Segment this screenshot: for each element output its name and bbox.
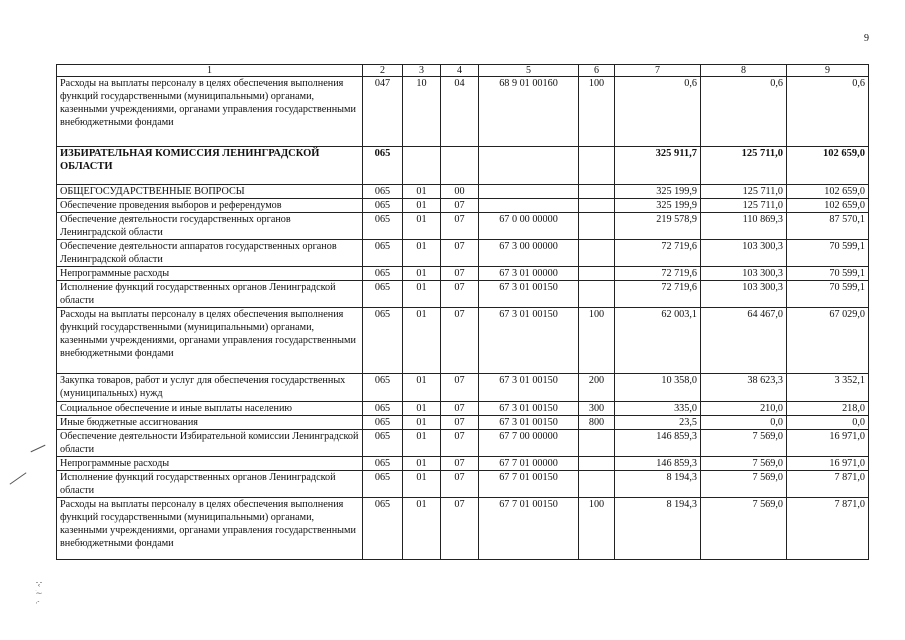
row-name-cell: ИЗБИРАТЕЛЬНАЯ КОМИССИЯ ЛЕНИНГРАДСКОЙ ОБЛАСТИ <box>57 147 363 185</box>
header-cell: 7 <box>615 65 701 77</box>
margin-annotation-marks: ˆ‹ˆ ׄ⁓ ‚‑ <box>36 583 42 605</box>
row-name-cell: Исполнение функций государственных органов Ленинградской области <box>57 281 363 308</box>
row-name-cell: Обеспечение деятельности государственных органов Ленинградской области <box>57 213 363 240</box>
amount-year-1-cell: 335,0 <box>615 402 701 416</box>
section-code-cell: 01 <box>403 402 441 416</box>
expense-type-code-cell: 200 <box>579 374 615 402</box>
header-row <box>57 65 869 77</box>
admin-code-cell: 065 <box>363 281 403 308</box>
subsection-code-cell: 07 <box>441 457 479 471</box>
margin-scratch-mark <box>10 472 27 484</box>
amount-year-2-cell: 103 300,3 <box>701 240 787 267</box>
row-name-cell: Иные бюджетные ассигнования <box>57 416 363 430</box>
target-article-code-cell: 67 3 01 00150 <box>479 281 579 308</box>
row-name-cell: Исполнение функций государственных органов Ленинградской области <box>57 471 363 498</box>
subsection-code-cell: 07 <box>441 281 479 308</box>
amount-year-2-cell: 103 300,3 <box>701 281 787 308</box>
row-name-cell: Социальное обеспечение и иные выплаты населению <box>57 402 363 416</box>
amount-year-1-cell: 8 194,3 <box>615 498 701 560</box>
subsection-code-cell <box>441 147 479 185</box>
expense-type-code-cell: 100 <box>579 498 615 560</box>
subsection-code-cell: 07 <box>441 416 479 430</box>
amount-year-3-cell: 218,0 <box>787 402 869 416</box>
table-row <box>57 185 869 199</box>
header-cell: 6 <box>579 65 615 77</box>
section-code-cell: 01 <box>403 416 441 430</box>
table-row <box>57 199 869 213</box>
header-cell: 3 <box>403 65 441 77</box>
amount-year-3-cell: 70 599,1 <box>787 267 869 281</box>
target-article-code-cell <box>479 185 579 199</box>
target-article-code-cell: 67 3 01 00150 <box>479 402 579 416</box>
section-code-cell: 01 <box>403 430 441 457</box>
table-row <box>57 416 869 430</box>
admin-code-cell: 065 <box>363 430 403 457</box>
expense-type-code-cell: 800 <box>579 416 615 430</box>
admin-code-cell: 065 <box>363 471 403 498</box>
admin-code-cell: 065 <box>363 213 403 240</box>
target-article-code-cell: 67 7 01 00150 <box>479 471 579 498</box>
section-code-cell: 01 <box>403 498 441 560</box>
expense-type-code-cell <box>579 267 615 281</box>
expense-type-code-cell <box>579 471 615 498</box>
amount-year-1-cell: 0,6 <box>615 77 701 147</box>
amount-year-2-cell: 125 711,0 <box>701 185 787 199</box>
section-code-cell: 01 <box>403 185 441 199</box>
amount-year-3-cell: 70 599,1 <box>787 281 869 308</box>
subsection-code-cell: 07 <box>441 308 479 374</box>
target-article-code-cell: 67 3 01 00150 <box>479 374 579 402</box>
section-code-cell: 01 <box>403 281 441 308</box>
row-name-cell: Обеспечение деятельности Избирательной комиссии Ленинградской области <box>57 430 363 457</box>
section-code-cell <box>403 147 441 185</box>
expense-type-code-cell <box>579 240 615 267</box>
amount-year-1-cell: 325 199,9 <box>615 199 701 213</box>
subsection-code-cell: 07 <box>441 471 479 498</box>
target-article-code-cell: 67 7 01 00000 <box>479 457 579 471</box>
amount-year-3-cell: 16 971,0 <box>787 457 869 471</box>
amount-year-2-cell: 7 569,0 <box>701 471 787 498</box>
amount-year-3-cell: 7 871,0 <box>787 498 869 560</box>
amount-year-3-cell: 102 659,0 <box>787 147 869 185</box>
section-code-cell: 01 <box>403 457 441 471</box>
header-cell: 5 <box>479 65 579 77</box>
amount-year-1-cell: 146 859,3 <box>615 430 701 457</box>
amount-year-3-cell: 7 871,0 <box>787 471 869 498</box>
table-row <box>57 77 869 147</box>
margin-scratch-mark <box>31 445 46 453</box>
expense-type-code-cell <box>579 281 615 308</box>
amount-year-2-cell: 125 711,0 <box>701 199 787 213</box>
expense-type-code-cell <box>579 185 615 199</box>
amount-year-2-cell: 7 569,0 <box>701 457 787 471</box>
admin-code-cell: 065 <box>363 416 403 430</box>
amount-year-2-cell: 0,6 <box>701 77 787 147</box>
amount-year-1-cell: 72 719,6 <box>615 240 701 267</box>
admin-code-cell: 065 <box>363 374 403 402</box>
table-row <box>57 374 869 402</box>
section-code-cell: 01 <box>403 267 441 281</box>
expense-type-code-cell <box>579 457 615 471</box>
amount-year-1-cell: 62 003,1 <box>615 308 701 374</box>
admin-code-cell: 065 <box>363 308 403 374</box>
subsection-code-cell: 07 <box>441 498 479 560</box>
amount-year-1-cell: 8 194,3 <box>615 471 701 498</box>
target-article-code-cell: 67 7 01 00150 <box>479 498 579 560</box>
row-name-cell: Расходы на выплаты персоналу в целях обеспечения выполнения функций государственными (муниципальными) органами, казенными учреждениями, органами управления государственными внебюджетными фондами <box>57 77 363 147</box>
amount-year-1-cell: 23,5 <box>615 416 701 430</box>
expense-type-code-cell: 100 <box>579 308 615 374</box>
target-article-code-cell: 67 0 00 00000 <box>479 213 579 240</box>
amount-year-2-cell: 0,0 <box>701 416 787 430</box>
row-name-cell: Обеспечение проведения выборов и референдумов <box>57 199 363 213</box>
amount-year-1-cell: 10 358,0 <box>615 374 701 402</box>
subsection-code-cell: 07 <box>441 199 479 213</box>
amount-year-2-cell: 7 569,0 <box>701 498 787 560</box>
table-row <box>57 430 869 457</box>
target-article-code-cell: 67 3 00 00000 <box>479 240 579 267</box>
table-row <box>57 498 869 560</box>
amount-year-1-cell: 72 719,6 <box>615 267 701 281</box>
header-cell: 9 <box>787 65 869 77</box>
row-name-cell: Обеспечение деятельности аппаратов государственных органов Ленинградской области <box>57 240 363 267</box>
amount-year-2-cell: 210,0 <box>701 402 787 416</box>
amount-year-2-cell: 64 467,0 <box>701 308 787 374</box>
subsection-code-cell: 07 <box>441 430 479 457</box>
amount-year-1-cell: 325 911,7 <box>615 147 701 185</box>
admin-code-cell: 065 <box>363 402 403 416</box>
row-name-cell: Непрограммные расходы <box>57 457 363 471</box>
target-article-code-cell: 68 9 01 00160 <box>479 77 579 147</box>
section-code-cell: 01 <box>403 374 441 402</box>
amount-year-3-cell: 102 659,0 <box>787 199 869 213</box>
section-code-cell: 01 <box>403 471 441 498</box>
row-name-cell: Расходы на выплаты персоналу в целях обеспечения выполнения функций государственными (муниципальными) органами, казенными учреждениями, органами управления государственными внебюджетными фондами <box>57 308 363 374</box>
expense-type-code-cell <box>579 199 615 213</box>
subsection-code-cell: 07 <box>441 213 479 240</box>
subsection-code-cell: 00 <box>441 185 479 199</box>
subsection-code-cell: 07 <box>441 402 479 416</box>
budget-table <box>56 64 869 560</box>
subsection-code-cell: 07 <box>441 374 479 402</box>
table-row <box>57 267 869 281</box>
table-row <box>57 402 869 416</box>
table-row <box>57 213 869 240</box>
row-name-cell: ОБЩЕГОСУДАРСТВЕННЫЕ ВОПРОСЫ <box>57 185 363 199</box>
amount-year-3-cell: 70 599,1 <box>787 240 869 267</box>
amount-year-3-cell: 102 659,0 <box>787 185 869 199</box>
target-article-code-cell: 67 7 00 00000 <box>479 430 579 457</box>
table-row <box>57 240 869 267</box>
amount-year-1-cell: 72 719,6 <box>615 281 701 308</box>
section-code-cell: 01 <box>403 308 441 374</box>
admin-code-cell: 065 <box>363 185 403 199</box>
row-name-cell: Непрограммные расходы <box>57 267 363 281</box>
expense-type-code-cell <box>579 213 615 240</box>
header-cell: 2 <box>363 65 403 77</box>
target-article-code-cell <box>479 147 579 185</box>
subsection-code-cell: 07 <box>441 240 479 267</box>
amount-year-1-cell: 219 578,9 <box>615 213 701 240</box>
amount-year-2-cell: 103 300,3 <box>701 267 787 281</box>
amount-year-3-cell: 0,6 <box>787 77 869 147</box>
admin-code-cell: 065 <box>363 498 403 560</box>
subsection-code-cell: 07 <box>441 267 479 281</box>
target-article-code-cell: 67 3 01 00000 <box>479 267 579 281</box>
row-name-cell: Расходы на выплаты персоналу в целях обеспечения выполнения функций государственными (муниципальными) органами, казенными учреждениями, органами управления государственными внебюджетными фондами <box>57 498 363 560</box>
table-row <box>57 281 869 308</box>
admin-code-cell: 047 <box>363 77 403 147</box>
amount-year-3-cell: 3 352,1 <box>787 374 869 402</box>
row-name-cell: Закупка товаров, работ и услуг для обеспечения государственных (муниципальных) нужд <box>57 374 363 402</box>
admin-code-cell: 065 <box>363 267 403 281</box>
amount-year-2-cell: 125 711,0 <box>701 147 787 185</box>
admin-code-cell: 065 <box>363 240 403 267</box>
expense-type-code-cell <box>579 147 615 185</box>
target-article-code-cell: 67 3 01 00150 <box>479 416 579 430</box>
target-article-code-cell: 67 3 01 00150 <box>479 308 579 374</box>
amount-year-3-cell: 16 971,0 <box>787 430 869 457</box>
section-code-cell: 01 <box>403 213 441 240</box>
admin-code-cell: 065 <box>363 457 403 471</box>
header-cell: 4 <box>441 65 479 77</box>
table-row <box>57 471 869 498</box>
section-code-cell: 10 <box>403 77 441 147</box>
table-row <box>57 147 869 185</box>
amount-year-3-cell: 67 029,0 <box>787 308 869 374</box>
page-number: 9 <box>864 33 869 44</box>
amount-year-2-cell: 38 623,3 <box>701 374 787 402</box>
target-article-code-cell <box>479 199 579 213</box>
amount-year-2-cell: 7 569,0 <box>701 430 787 457</box>
amount-year-1-cell: 325 199,9 <box>615 185 701 199</box>
expense-type-code-cell: 100 <box>579 77 615 147</box>
admin-code-cell: 065 <box>363 199 403 213</box>
table-row <box>57 308 869 374</box>
amount-year-3-cell: 0,0 <box>787 416 869 430</box>
amount-year-1-cell: 146 859,3 <box>615 457 701 471</box>
section-code-cell: 01 <box>403 199 441 213</box>
header-cell: 8 <box>701 65 787 77</box>
subsection-code-cell: 04 <box>441 77 479 147</box>
admin-code-cell: 065 <box>363 147 403 185</box>
amount-year-3-cell: 87 570,1 <box>787 213 869 240</box>
expense-type-code-cell: 300 <box>579 402 615 416</box>
table-row <box>57 457 869 471</box>
amount-year-2-cell: 110 869,3 <box>701 213 787 240</box>
section-code-cell: 01 <box>403 240 441 267</box>
expense-type-code-cell <box>579 430 615 457</box>
header-cell: 1 <box>57 65 363 77</box>
